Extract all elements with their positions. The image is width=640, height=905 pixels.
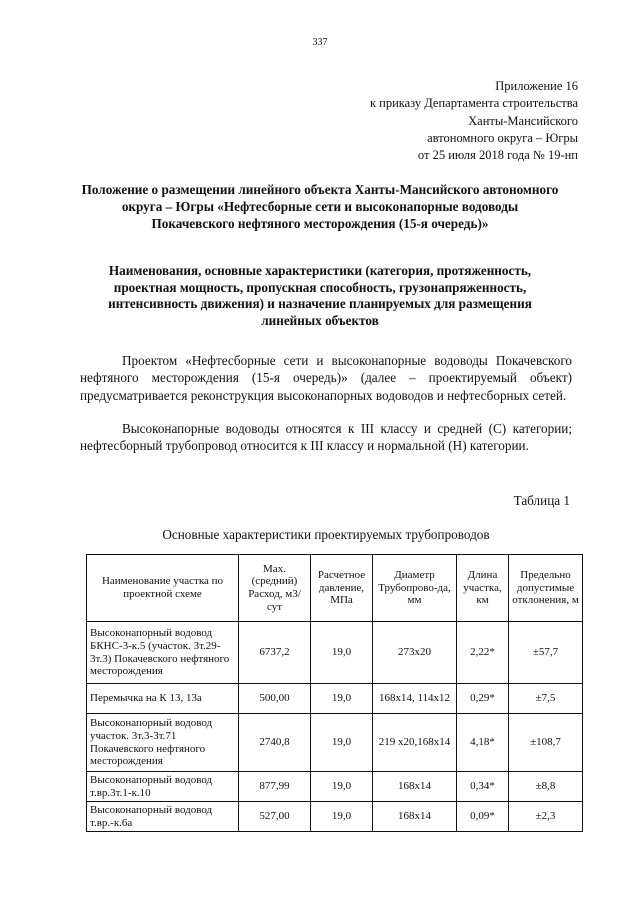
table-cell: Высоконапорный водовод участок. 3т.3-3т.71 Покачевского нефтяного месторождения <box>87 714 239 772</box>
table-cell: 0,09* <box>457 802 509 832</box>
approval-line: Приложение 16 <box>495 79 578 93</box>
table-row <box>87 684 583 714</box>
table-cell: 219 х20,168х14 <box>373 714 457 772</box>
table-cell: 168х14 <box>373 802 457 832</box>
table-cell: Высоконапорный водовод т.вр.-к.6а <box>87 802 239 832</box>
approval-line: Ханты-Мансийского <box>468 113 578 128</box>
table-cell: 2740,8 <box>239 714 311 772</box>
table-cell: 0,29* <box>457 684 509 714</box>
approval-line: к приказу Департамента строительства <box>369 96 578 111</box>
table-row <box>87 714 583 772</box>
table-cell: 19,0 <box>311 714 373 772</box>
column-header: Диаметр Трубопрово-да, мм <box>373 555 457 622</box>
table-cell: ±7,5 <box>509 684 583 714</box>
table-cell: 19,0 <box>311 772 373 802</box>
column-header: Предельно допустимые отклонения, м <box>509 555 583 622</box>
table-cell: Перемычка на К 13, 13а <box>87 684 239 714</box>
column-header: Мах. (средний) Расход, м3/сут <box>239 555 311 622</box>
table-cell: 2,22* <box>457 622 509 684</box>
approval-line: автономного округа – Югры <box>427 130 578 145</box>
table-cell: ±108,7 <box>509 714 583 772</box>
table-row <box>87 622 583 684</box>
table-cell: 4,18* <box>457 714 509 772</box>
table-cell: Высоконапорный водовод БКНС-3-к.5 (участок. 3т.29-3т.3) Покачевского нефтяного месторождения <box>87 622 239 684</box>
column-header: Наименование участка по проектной схеме <box>87 555 239 622</box>
body-paragraph: Проектом «Нефтесборные сети и высоконапорные водоводы Покачевского нефтяного месторождения (15-я очередь)» (далее – проектируемый объект) предусматривается реконструкция высоконапорных водоводов и нефтесборных сетей. <box>80 353 572 403</box>
approval-line: от 25 июля 2018 года № 19-нп <box>417 148 578 163</box>
table-cell: 6737,2 <box>239 622 311 684</box>
table-cell: 19,0 <box>311 622 373 684</box>
table-cell: ±8,8 <box>509 772 583 802</box>
table-cell: 500,00 <box>239 684 311 714</box>
table-row <box>87 772 583 802</box>
column-header: Расчетное давление, МПа <box>311 555 373 622</box>
table-cell: ±57,7 <box>509 622 583 684</box>
approval-block <box>248 78 578 164</box>
table-cell: 0,34* <box>457 772 509 802</box>
page-number: 337 <box>312 37 328 48</box>
table-cell: Высоконапорный водовод т.вр.3т.1-к.10 <box>87 772 239 802</box>
body-paragraph: Высоконапорные водоводы относятся к III классу и средней (С) категории; нефтесборный трубопровод относится к III классу и нормальной (Н) категории. <box>80 421 572 454</box>
table-cell: 168х14, 114х12 <box>373 684 457 714</box>
table-cell: 19,0 <box>311 802 373 832</box>
document-title: Положение о размещении линейного объекта Ханты-Мансийского автономного округа – Югры «Нефтесборные сети и высоконапорные водоводы Покачевского нефтяного месторождения (15-я очередь)» <box>81 182 559 231</box>
table-cell: ±2,3 <box>509 802 583 832</box>
table-label: Таблица 1 <box>513 493 570 508</box>
column-header: Длина участка, км <box>457 555 509 622</box>
table-cell: 877,99 <box>239 772 311 802</box>
table-header-row <box>87 555 583 622</box>
table-caption: Основные характеристики проектируемых трубопроводов <box>162 527 490 542</box>
table-cell: 273х20 <box>373 622 457 684</box>
pipeline-characteristics-table <box>86 554 583 832</box>
table-cell: 19,0 <box>311 684 373 714</box>
table-cell: 527,00 <box>239 802 311 832</box>
section-heading: Наименования, основные характеристики (категория, протяженность, проектная мощность, пропускная способность, грузонапряженность, интенсивность движения) и назначение планируемых для размещения линейных объектов <box>108 263 532 328</box>
table-cell: 168х14 <box>373 772 457 802</box>
table-row <box>87 802 583 832</box>
